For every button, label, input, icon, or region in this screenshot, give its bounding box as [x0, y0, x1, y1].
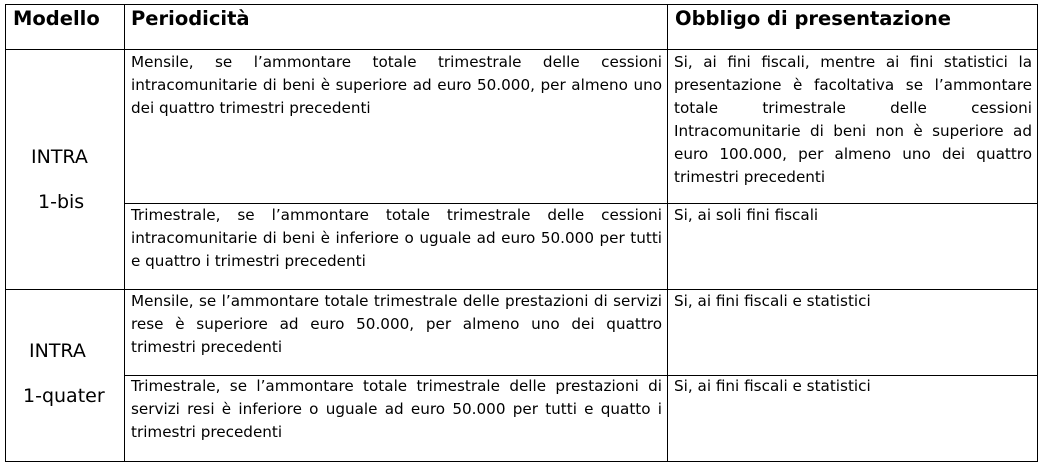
- header-obbligo: Obbligo di presentazione: [675, 7, 951, 30]
- header-periodicita: Periodicità: [131, 7, 250, 30]
- header-modello: Modello: [13, 7, 100, 30]
- quater-trimestrale-obbligo: Si, ai fini fiscali e statistici: [674, 377, 871, 395]
- rule-header-bottom: [5, 49, 1038, 50]
- rule-top: [5, 4, 1038, 5]
- quater-trimestrale-periodicita: Trimestrale, se l’ammontare totale trimestrale delle prestazioni di servizi resi è inferiore o uguale ad euro 50.000 per tutti e quatto i trimestri precedenti: [131, 377, 662, 441]
- rule-bottom: [5, 461, 1038, 462]
- model-bis-line1: INTRA: [31, 146, 88, 168]
- model-quater-line2: 1-quater: [23, 385, 105, 407]
- bis-mensile-obbligo: Si, ai fini fiscali, mentre ai fini statistici la presentazione è facoltativa se l’ammontare totale trimestrale delle cessioni Intracomunitarie di beni non è superiore ad euro 100.000, per almeno uno dei quattro trimestri precedenti: [674, 53, 1032, 186]
- quater-mensile-periodicita: Mensile, se l’ammontare totale trimestrale delle prestazioni di servizi rese è superiore ad euro 50.000, per almeno uno dei quattro trimestri precedenti: [131, 292, 662, 356]
- model-bis-line2: 1-bis: [38, 191, 85, 213]
- bis-mensile-periodicita: Mensile, se l’ammontare totale trimestrale delle cessioni intracomunitarie di beni è superiore ad euro 50.000, per almeno uno dei quattro trimestri precedenti: [131, 53, 662, 117]
- rule-right: [1037, 4, 1038, 462]
- rule-left: [5, 4, 6, 462]
- model-quater-line1: INTRA: [29, 340, 86, 362]
- bis-trimestrale-obbligo: Si, ai soli fini fiscali: [674, 206, 819, 224]
- quater-mensile-obbligo: Si, ai fini fiscali e statistici: [674, 292, 871, 310]
- bis-trimestrale-periodicita: Trimestrale, se l’ammontare totale trimestrale delle cessioni intracomunitarie di beni è inferiore o uguale ad euro 50.000 per tutti e quattro i trimestri precedenti: [131, 206, 662, 270]
